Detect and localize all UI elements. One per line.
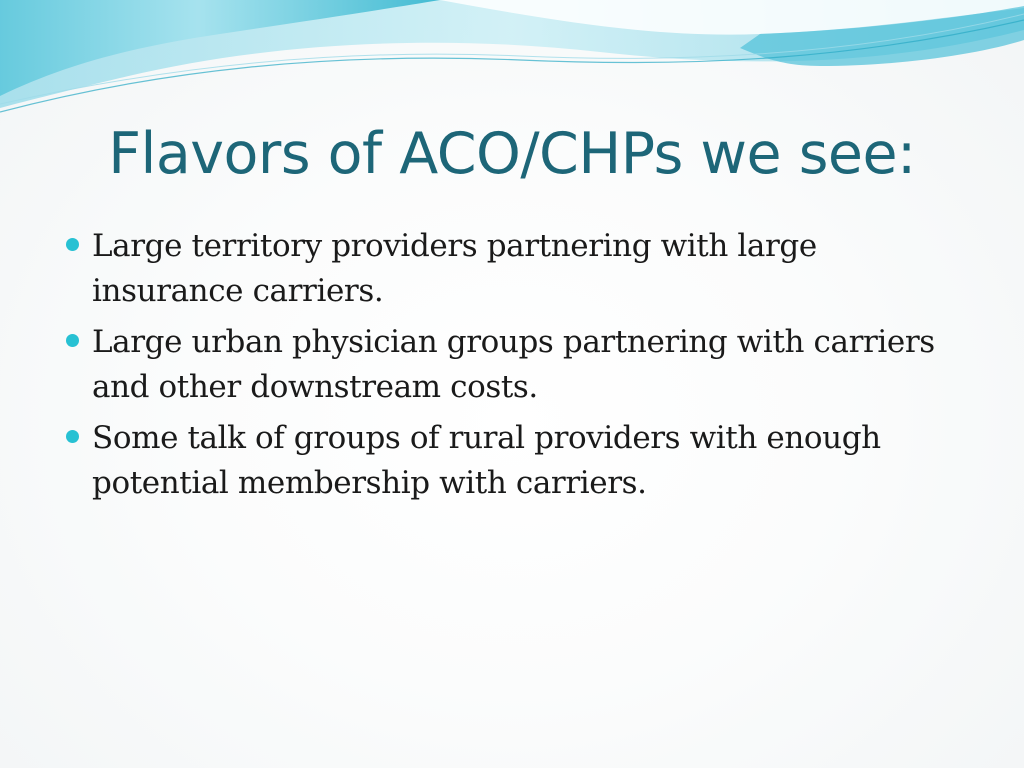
slide-title: Flavors of ACO/CHPs we see: [108,121,916,187]
list-item [64,416,964,506]
bullet-circle-icon [66,430,79,443]
bullet-text: Some talk of groups of rural providers with enough potential membership with carriers. [92,420,881,501]
bullet-list [64,224,964,512]
bullet-circle-icon [66,334,79,347]
bullet-text: Large territory providers partnering with large insurance carriers. [92,228,817,309]
decorative-wave-header [0,0,1024,130]
bullet-text: Large urban physician groups partnering with carriers and other downstream costs. [92,324,935,405]
list-item [64,224,964,314]
list-item [64,320,964,410]
bullet-circle-icon [66,238,79,251]
